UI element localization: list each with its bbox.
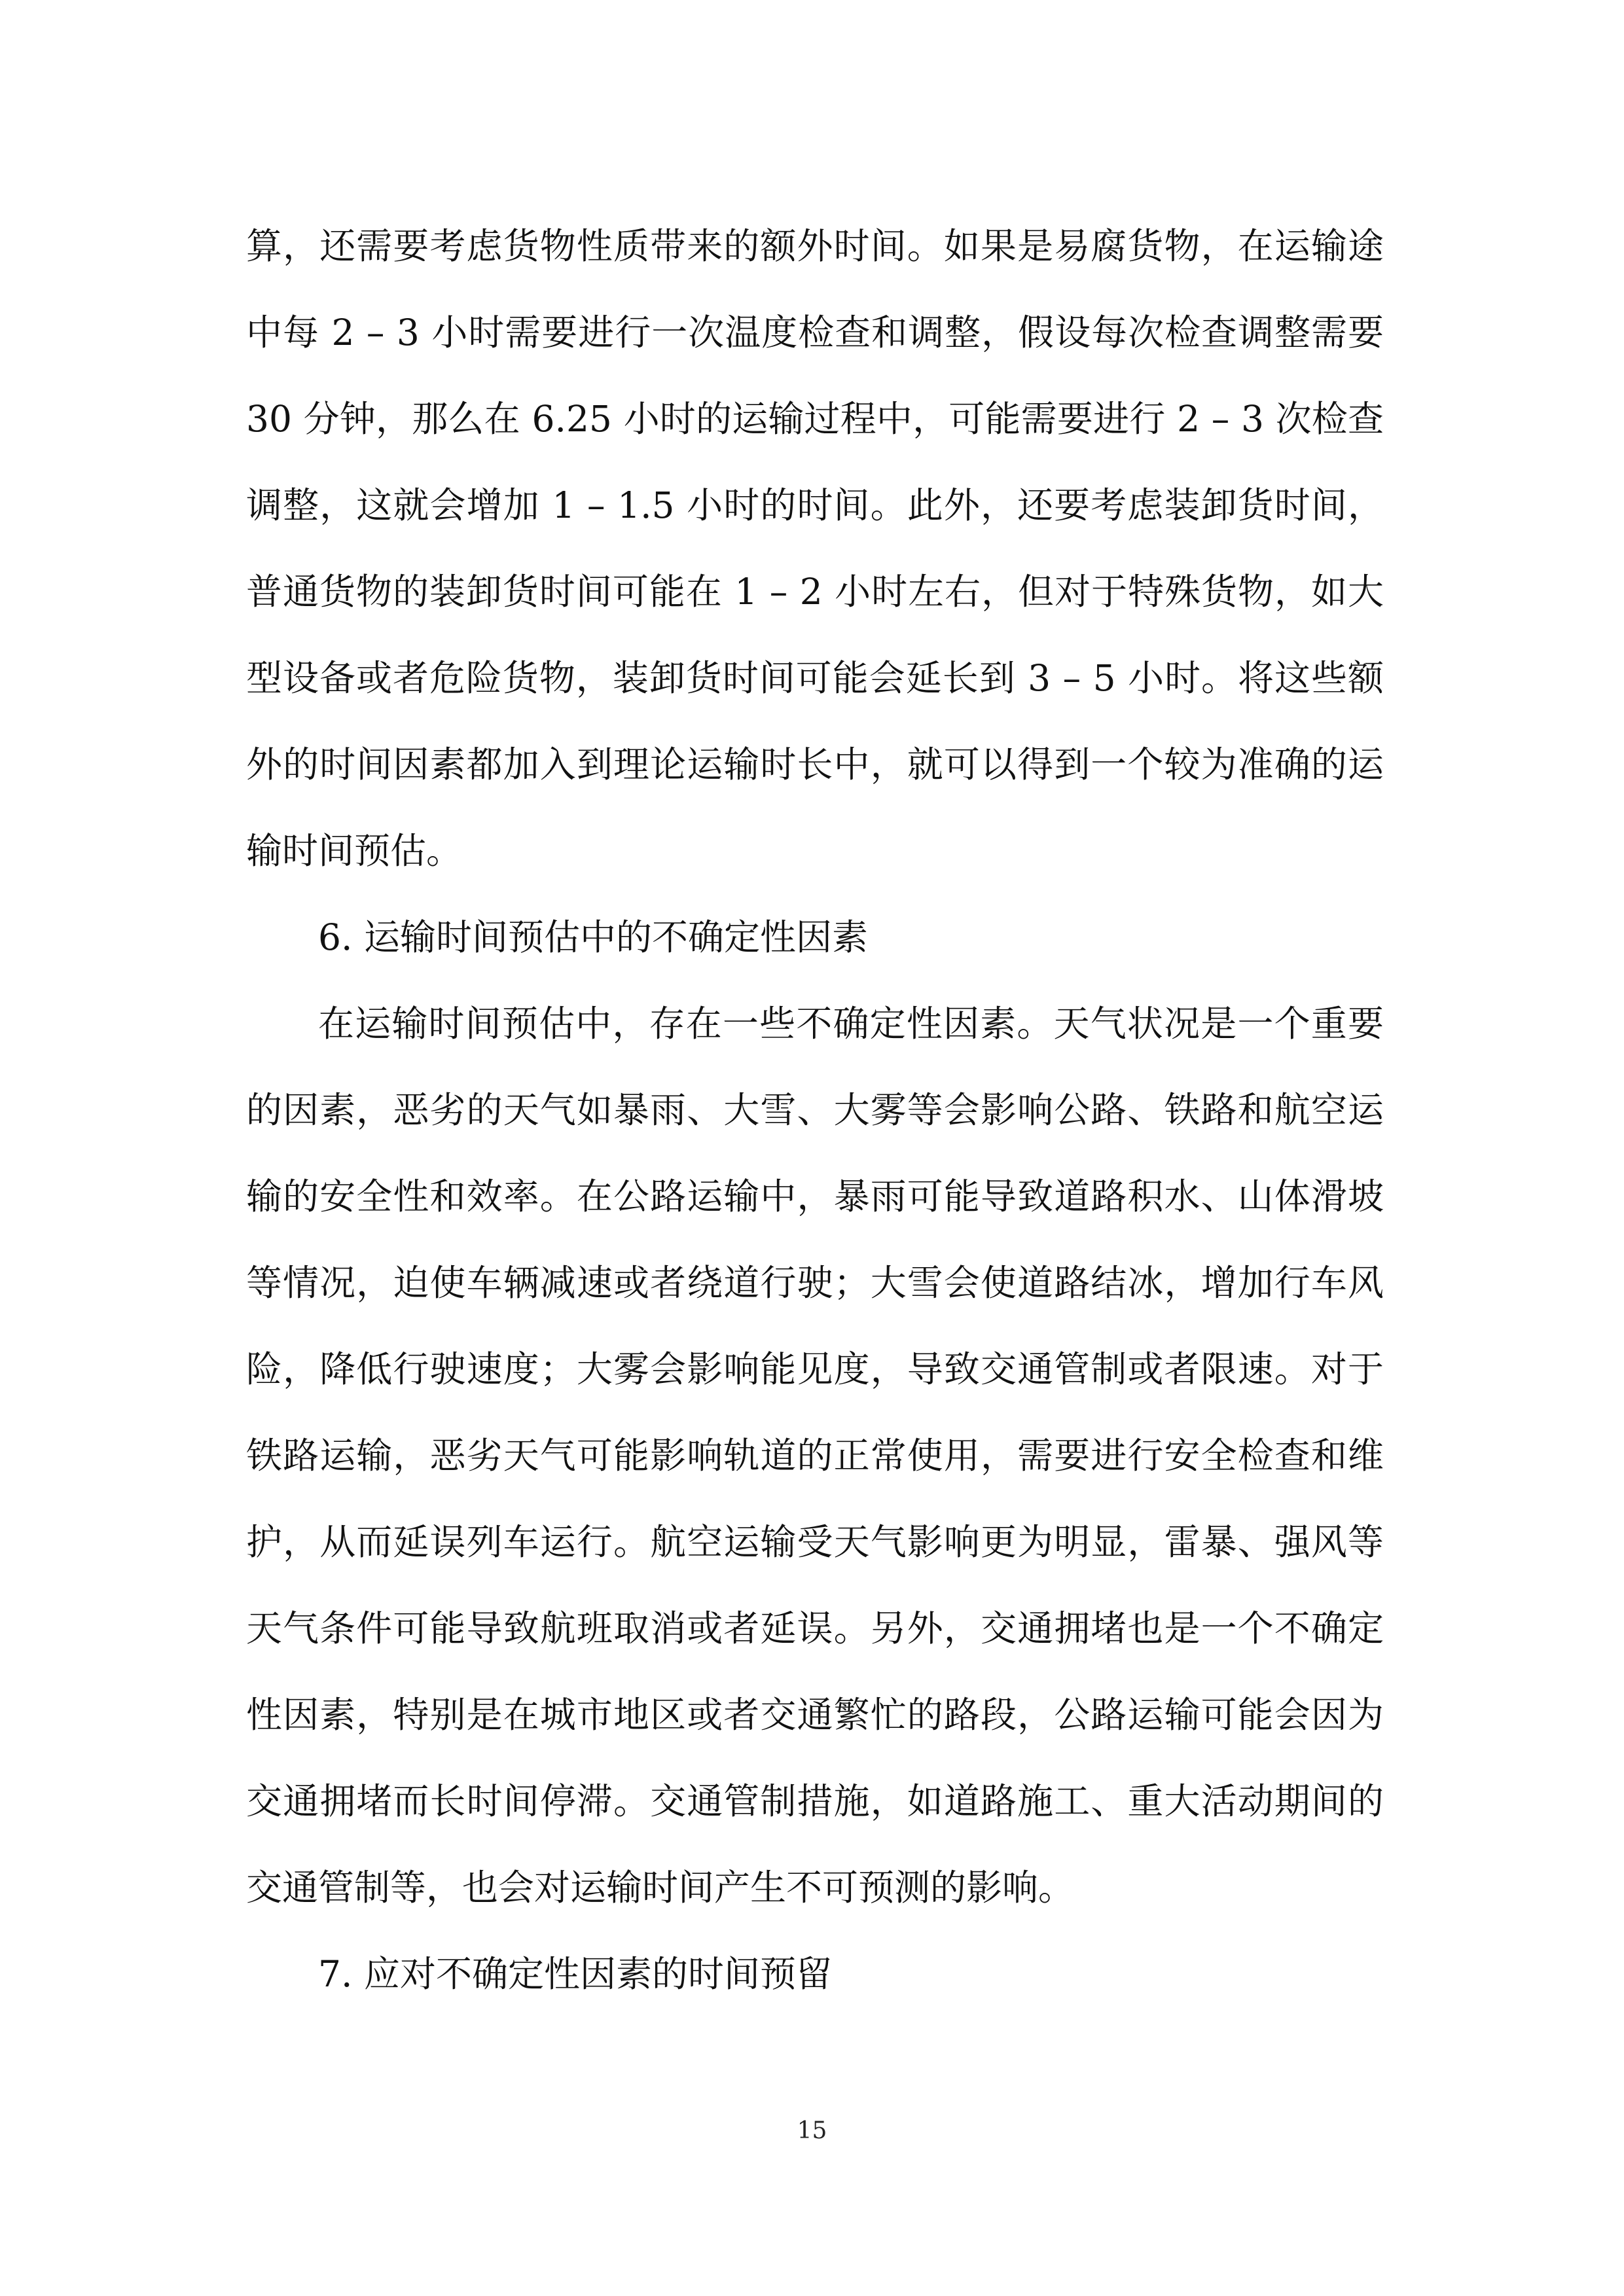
- section-heading-7: 7. 应对不确定性因素的时间预留: [318, 1953, 832, 1995]
- paragraph-uncertainty: 在运输时间预估中，存在一些不确定性因素。天气状况是一个重要的因素，恶劣的天气如暴雨、大雪、大雾等会影响公路、铁路和航空运输的安全性和效率。在公路运输中，暴雨可能导致道路积水、山体滑坡等情况，迫使车辆减速或者绕道行驶；大雪会使道路结冰，增加行车风险，降低行驶速度；大雾会影响能见度，导致交通管制或者限速。对于铁路运输，恶劣天气可能影响轨道的正常使用，需要进行安全检查和维护，从而延误列车运行。航空运输受天气影响更为明显，雷暴、强风等天气条件可能导致航班取消或者延误。另外，交通拥堵也是一个不确定性因素，特别是在城市地区或者交通繁忙的路段，公路运输可能会因为交通拥堵而长时间停滞。交通管制措施，如道路施工、重大活动期间的交通管制等，也会对运输时间产生不可预测的影响。: [246, 1003, 1384, 1909]
- paragraph-continued: 算，还需要考虑货物性质带来的额外时间。如果是易腐货物，在运输途中每 2 – 3 小时需要进行一次温度检查和调整，假设每次检查调整需要 30 分钟，那么在 6.25 小时的运输过程中，可能需要进行 2 – 3 次检查调整，这就会增加 1 – 1.5 小时的时间。此外，还要考虑装卸货时间，普通货物的装卸货时间可能在 1 – 2 小时左右，但对于特殊货物，如大型设备或者危险货物，装卸货时间可能会延长到 3 – 5 小时。将这些额外的时间因素都加入到理论运输时长中，就可以得到一个较为准确的运输时间预估。: [246, 225, 1384, 872]
- page-body: [246, 203, 1384, 2017]
- page-number: 15: [797, 2117, 827, 2144]
- section-heading-6: 6. 运输时间预估中的不确定性因素: [318, 916, 868, 958]
